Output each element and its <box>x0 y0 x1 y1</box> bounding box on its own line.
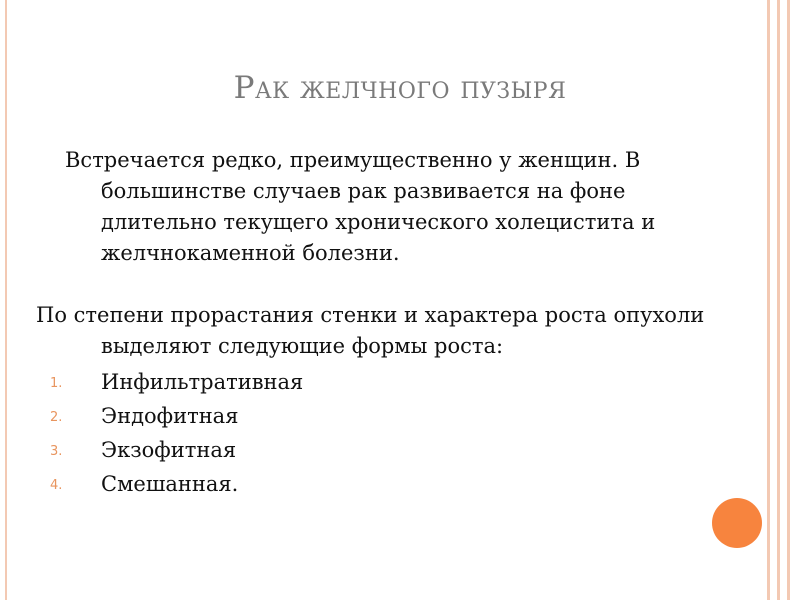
list-item-number: 2. <box>50 410 63 425</box>
list-item-number: 4. <box>50 478 63 493</box>
accent-circle-decoration <box>712 498 762 548</box>
slide-content <box>36 145 736 501</box>
list-item <box>36 467 736 501</box>
slide-title: Рак желчного пузыря <box>233 70 567 106</box>
intro-paragraph: Встречается редко, преимущественно у женщин. В большинстве случаев рак развивается на фоне длительно текущего хронического холецистита и желчнокаменной болезни. <box>65 148 656 265</box>
list-item-text: Экзофитная <box>101 438 237 462</box>
list-item <box>36 365 736 399</box>
list-item-text: Эндофитная <box>101 404 239 428</box>
growth-forms-paragraph: По степени прорастания стенки и характера роста опухоли выделяют следующие формы роста: <box>36 303 705 358</box>
list-item-number: 1. <box>50 376 63 391</box>
list-item-number: 3. <box>50 444 63 459</box>
list-item <box>36 399 736 433</box>
list-item-text: Смешанная. <box>101 472 239 496</box>
list-item <box>36 433 736 467</box>
growth-forms-list <box>36 365 736 501</box>
list-item-text: Инфильтративная <box>101 370 304 394</box>
